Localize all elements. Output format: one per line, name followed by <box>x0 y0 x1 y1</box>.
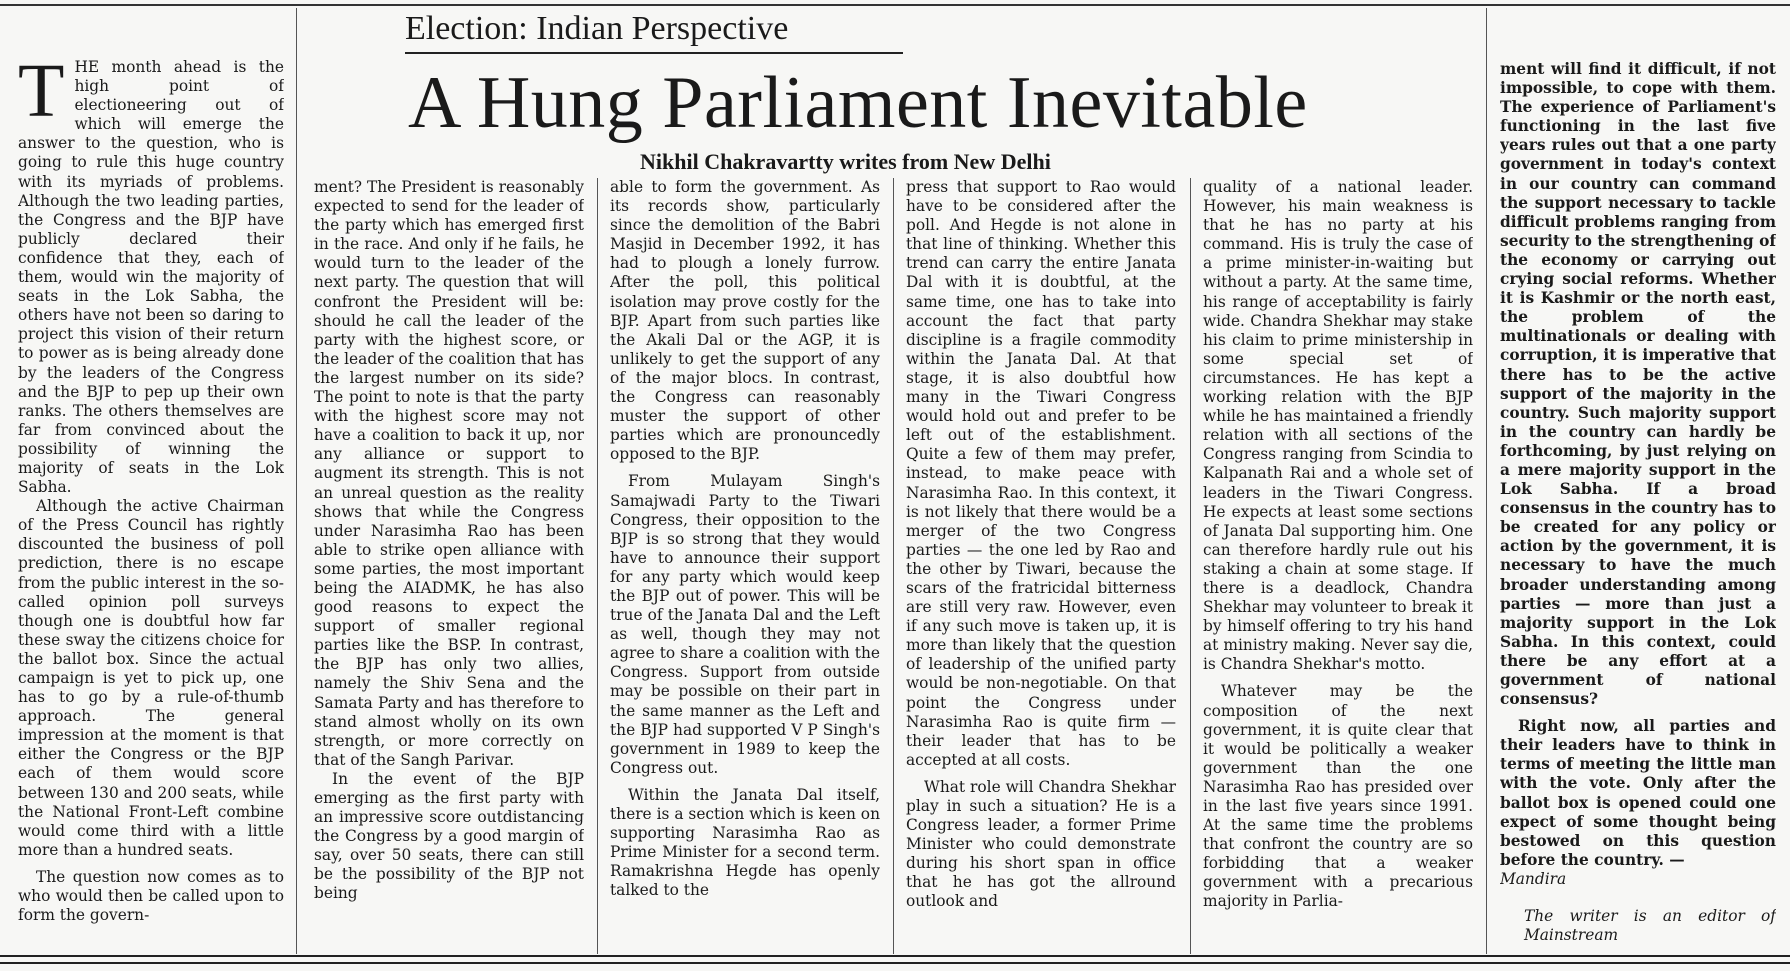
top-rule <box>0 4 1790 6</box>
bottom-rule <box>0 955 1790 964</box>
column-divider <box>1190 178 1191 954</box>
article-column-1 <box>18 58 284 950</box>
article-column-5 <box>1203 178 1473 950</box>
article-column-3 <box>610 178 880 950</box>
column-divider <box>893 178 894 954</box>
article-column-6 <box>1500 60 1776 950</box>
paragraph: quality of a national leader. However, his main weakness is that he has no party at his command. His is truly the case of a prime minister-in-waiting but without a party. At the same time, his range of acceptability is fairly wide. Chandra Shekhar may stake his claim to prime ministership in some special set of circumstances. He has kept a working relation with the BJP while he has maintained a friendly relation with all sections of the Congress ranging from Scindia to Kalpanath Rai and a whole set of leaders in the Tiwari Congress. He expects at least some sections of Janata Dal supporting him. One can therefore hardly rule out his staking a chain at some stage. If there is a deadlock, Chandra Shekhar may volunteer to break it by himself offering to try his hand at ministry making. Never say die, is Chandra Shekhar's motto. <box>1203 178 1473 674</box>
paragraph: Although the active Chairman of the Press Council has rightly discounted the business of poll prediction, there is no escape from the public interest in the so-called opinion poll surveys though one is doubtful how far these sway the citizens choice for the ballot box. Since the actual campaign is yet to pick up, one has to go by a rule-of-thumb approach. The general impression at the moment is that either the Congress or the BJP each of them would score between 130 and 200 seats, while the National Front-Left combine would come third with a little more than a hundred seats. <box>18 497 284 859</box>
author-note: The writer is an editor of Mainstream <box>1524 907 1776 945</box>
section-kicker: Election: Indian Perspective <box>405 10 903 54</box>
paragraph: able to form the government. As its records show, particularly since the demolition of the Babri Masjid in December 1992, it has had to plough a lonely furrow. After the poll, this political isolation may prove costly for the BJP. Apart from such parties like the Akali Dal or the AGP, it is unlikely to get the support of any of the major blocs. In contrast, the Congress can reasonably muster the support of other parties which are pronouncedly opposed to the BJP. <box>610 178 880 464</box>
column-divider <box>296 8 297 954</box>
article-column-2 <box>314 178 584 950</box>
paragraph: Whatever may be the composition of the next government, it is quite clear that it would be politically a weaker government than the one Narasimha Rao has presided over in the last five years since 1991. At the same time the problems that confront the country are so forbidding that a weaker government with a precarious majority in Parlia- <box>1203 682 1473 911</box>
paragraph: HE month ahead is the high point of electioneering out of which will emerge the answer to the question, who is going to rule this huge country with its myriads of problems. Although the two leading parties, the Congress and the BJP have publicly declared their confidence that they, each of them, would win the majority of seats in the Lok Sabha, the others have not been so daring to project this vision of their return to power as is being already done by the leaders of the Congress and the BJP to pep up their own ranks. The others themselves are far from convinced about the possibility of winning the majority of seats in the Lok Sabha. <box>18 58 284 497</box>
paragraph: ment will find it difficult, if not impossible, to cope with them. The experience of Parliament's functioning in the last five years rules out that a one party government in today's context in our country can command the support necessary to tackle difficult problems ranging from security to the strengthening of the economy or carrying out crying social reforms. Whether it is Kashmir or the north east, the problem of the multinationals or dealing with corruption, it is imperative that there has to be the active support of the majority in the country. Such majority support in the country can hardly be forthcoming, by just relying on a mere majority support in the Lok Sabha. If a broad consensus in the country has to be created for any policy or action by the government, it is necessary to have the much broader understanding among parties — more than just a majority support in the Lok Sabha. In this context, could there be any effort at a government of national consensus? <box>1500 60 1776 709</box>
signoff: Mandira <box>1500 869 1567 888</box>
paragraph: The question now comes as to who would then be called upon to form the govern- <box>18 867 284 925</box>
drop-cap: T <box>18 58 65 133</box>
headline: A Hung Parliament Inevitable <box>408 62 1308 144</box>
paragraph: Right now, all parties and their leaders have to think in terms of meeting the little man with the vote. Only after the ballot box is opened could one expect of some thought being bestowed on this question before the country. — <box>1500 717 1776 869</box>
byline: Nikhil Chakravartty writes from New Delhi <box>640 149 1051 174</box>
paragraph: From Mulayam Singh's Samajwadi Party to the Tiwari Congress, their opposition to the BJP is so strong that they would have to announce their support for any party which would keep the BJP out of power. This will be true of the Janata Dal and the Left as well, though they may not agree to share a coalition with the Congress. Support from outside may be possible on their part in the same manner as the Left and the BJP had supported V P Singh's government in 1989 to keep the Congress out. <box>610 472 880 777</box>
paragraph: What role will Chandra Shekhar play in such a situation? He is a Congress leader, a former Prime Minister who could demonstrate during his short span in office that he has got the allround outlook and <box>906 777 1176 911</box>
column-divider <box>597 178 598 954</box>
paragraph: press that support to Rao would have to be considered after the poll. And Hegde is not alone in that line of thinking. Whether this trend can carry the entire Janata Dal with it is doubtful, at the same time, one has to take into account the fact that party discipline is a fragile commodity within the Janata Dal. At that stage, it is also doubtful how many in the Tiwari Congress would hold out and prefer to be left out of the establishment. Quite a few of them may prefer, instead, to make peace with Narasimha Rao. In this context, it is not likely that there would be a merger of the two Congress parties — the one led by Rao and the other by Tiwari, because the scars of the fratricidal bitterness are still very raw. However, even if any such move is taken up, it is more than likely that the question of leadership of the unified party would be non-negotiable. On that point the Congress under Narasimha Rao is quite firm — their leader that has to be accepted at all costs. <box>906 178 1176 769</box>
paragraph: ment? The President is reasonably expected to send for the leader of the party which has emerged first in the race. And only if he fails, he would turn to the leader of the next party. The question that will confront the President will be: should he call the leader of the party with the highest score, or the leader of the coalition that has the largest number on its side? The point to note is that the party with the highest score may not have a coalition to back it up, nor any alliance or support to augment its strength. This is not an unreal question as the reality shows that while the Congress under Narasimha Rao has been able to strike open alliance with some parties, the most important being the AIADMK, he has also good reasons to expect the support of smaller regional parties like the BSP. In contrast, the BJP has only two allies, namely the Shiv Sena and the Samata Party and has therefore to stand almost wholly on its own strength, or more correctly on that of the Sangh Parivar. <box>314 178 584 769</box>
article-column-4 <box>906 178 1176 950</box>
paragraph: In the event of the BJP emerging as the first party with an impressive score outdistancing the Congress by a good margin of say, over 50 seats, there can still be the possibility of the BJP not being <box>314 769 584 903</box>
paragraph: Within the Janata Dal itself, there is a section which is keen on supporting Narasimha Rao as Prime Minister for a second term. Ramakrishna Hegde has openly talked to the <box>610 785 880 900</box>
column-divider <box>1486 8 1487 954</box>
